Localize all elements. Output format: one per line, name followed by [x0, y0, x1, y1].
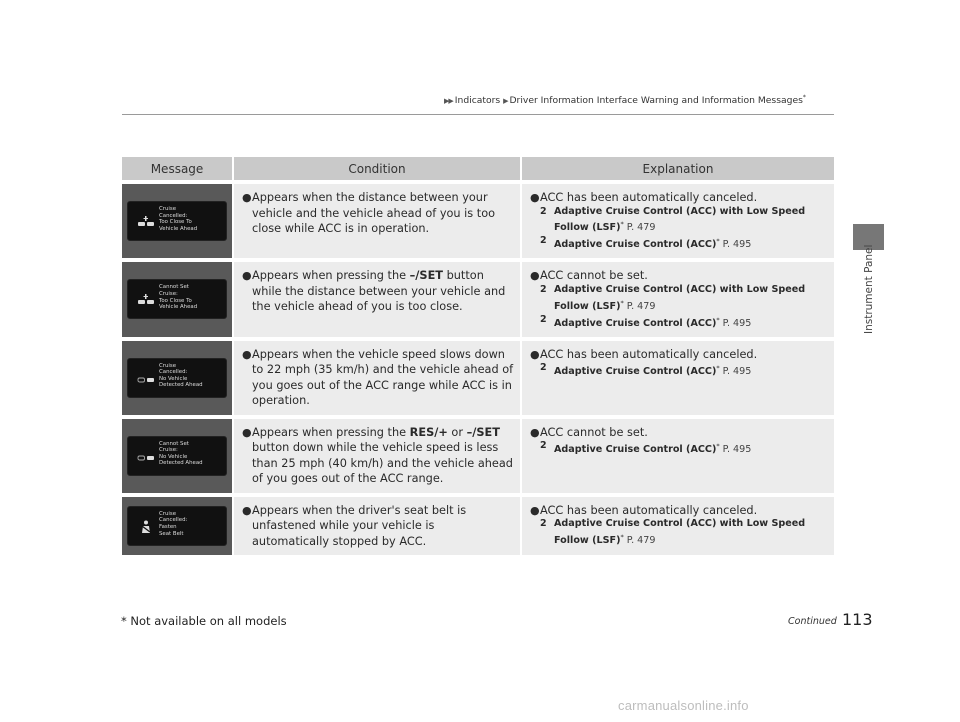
- reference-arrow-icon: 2: [540, 518, 547, 530]
- condition-cell: [232, 497, 522, 556]
- table-row: [122, 184, 834, 258]
- reference-asterisk: *: [620, 220, 624, 229]
- display-screen: [127, 358, 227, 398]
- table-row: [122, 262, 834, 336]
- bullet-icon: ●: [530, 503, 540, 517]
- bullet-icon: ●: [530, 347, 540, 361]
- condition-cell: [232, 341, 522, 415]
- condition-segment: –/SET: [409, 269, 443, 283]
- reference-title: Adaptive Cruise Control (ACC): [554, 366, 717, 378]
- condition-segment: or: [447, 425, 467, 439]
- bullet-icon: ●: [530, 269, 540, 283]
- cross-reference-link[interactable]: [540, 284, 828, 314]
- condition-segment: Appears when pressing the: [252, 425, 410, 439]
- reference-title: Adaptive Cruise Control (ACC) with Low Speed Follow (LSF): [554, 205, 806, 234]
- reference-asterisk: *: [716, 364, 720, 373]
- condition-cell: [232, 184, 522, 258]
- table-row: [122, 497, 834, 556]
- reference-title: Adaptive Cruise Control (ACC): [554, 239, 717, 251]
- reference-page: P. 479: [626, 535, 656, 547]
- screen-text: Cannot Set Cruise: Too Close To Vehicle Ahead: [159, 284, 198, 311]
- message-screen-cell: [122, 497, 232, 556]
- bullet-icon: ●: [530, 425, 540, 439]
- display-screen: [127, 506, 227, 546]
- cross-reference-link[interactable]: [540, 362, 828, 379]
- display-screen: [127, 279, 227, 319]
- screen-text: Cruise Cancelled: Fasten Seat Belt: [159, 510, 188, 537]
- display-screen: [127, 201, 227, 241]
- bullet-icon: ●: [242, 425, 252, 439]
- header-rule: [122, 114, 834, 115]
- condition-segment: –/SET: [466, 425, 500, 439]
- reference-asterisk: *: [620, 532, 624, 541]
- reference-page: P. 479: [626, 300, 656, 312]
- table-header-row: [122, 157, 834, 180]
- breadcrumb-asterisk: *: [802, 94, 806, 101]
- reference-page: P. 479: [626, 222, 656, 234]
- table-row: [122, 419, 834, 493]
- reference-asterisk: *: [716, 315, 720, 324]
- explanation-text: ACC has been automatically canceled.: [540, 191, 758, 204]
- condition-text: [252, 503, 514, 550]
- message-screen-cell: [122, 419, 232, 493]
- reference-page: P. 495: [722, 366, 752, 378]
- cross-reference-link[interactable]: [540, 440, 828, 457]
- reference-page: P. 495: [722, 444, 752, 456]
- condition-segment: Appears when the distance between your vehicle and the vehicle ahead of you is too close while ACC is in operation.: [252, 191, 496, 235]
- reference-page: P. 495: [722, 239, 752, 251]
- car-close-icon: [137, 214, 155, 228]
- section-label: Instrument Panel: [863, 244, 875, 334]
- reference-arrow-icon: 2: [540, 313, 547, 325]
- seat-belt-icon: [137, 519, 155, 533]
- explanation-text: ACC cannot be set.: [540, 269, 648, 283]
- condition-segment: button while the distance between your vehicle and the vehicle ahead of you is too close.: [252, 269, 506, 314]
- reference-arrow-icon: 2: [540, 205, 547, 217]
- condition-text: [252, 347, 514, 409]
- breadcrumb-part-2[interactable]: Driver Information Interface Warning and Information Messages: [509, 95, 803, 107]
- reference-asterisk: *: [620, 298, 624, 307]
- bullet-icon: ●: [242, 503, 252, 517]
- car-outline-icon: [137, 371, 155, 385]
- cross-reference-link[interactable]: [540, 235, 828, 252]
- explanation-cell: [522, 341, 834, 415]
- display-screen: [127, 436, 227, 476]
- explanation-cell: [522, 262, 834, 336]
- reference-arrow-icon: 2: [540, 283, 547, 295]
- explanation-cell: [522, 184, 834, 258]
- reference-title: Adaptive Cruise Control (ACC) with Low Speed Follow (LSF): [554, 283, 806, 312]
- reference-arrow-icon: 2: [540, 362, 547, 374]
- condition-cell: [232, 419, 522, 493]
- bullet-icon: ●: [242, 191, 252, 204]
- breadcrumb-arrow-icon: ▶: [503, 97, 508, 106]
- screen-text: Cruise Cancelled: Too Close To Vehicle Ahead: [159, 206, 198, 232]
- watermark: carmanualsonline.info: [618, 698, 749, 713]
- reference-asterisk: *: [716, 237, 720, 246]
- message-screen-cell: [122, 341, 232, 415]
- cross-reference-link[interactable]: [540, 518, 828, 548]
- cross-reference-link[interactable]: [540, 206, 828, 236]
- breadcrumb-part-1[interactable]: Indicators: [454, 95, 501, 107]
- explanation-cell: [522, 497, 834, 556]
- explanation-text: ACC has been automatically canceled.: [540, 503, 758, 517]
- explanation-cell: [522, 419, 834, 493]
- breadcrumb: [444, 94, 806, 106]
- reference-arrow-icon: 2: [540, 440, 547, 452]
- message-screen-cell: [122, 184, 232, 258]
- bullet-icon: ●: [242, 269, 252, 283]
- explanation-text: ACC has been automatically canceled.: [540, 347, 758, 361]
- condition-segment: Appears when pressing the: [252, 269, 410, 283]
- header-explanation: Explanation: [522, 157, 834, 180]
- message-screen-cell: [122, 262, 232, 336]
- reference-title: Adaptive Cruise Control (ACC): [554, 444, 717, 456]
- condition-segment: Appears when the driver's seat belt is unfastened while your vehicle is automatically stopped by ACC.: [252, 503, 467, 548]
- screen-text: Cruise Cancelled: No Vehicle Detected Ahead: [159, 362, 203, 389]
- condition-segment: RES/+: [409, 425, 448, 439]
- condition-segment: Appears when the vehicle speed slows down to 22 mph (35 km/h) and the vehicle ahead of you goes out of the ACC range while ACC is in operation.: [252, 347, 514, 408]
- condition-text: [252, 190, 514, 237]
- screen-text: Cannot Set Cruise: No Vehicle Detected Ahead: [159, 440, 203, 467]
- cross-reference-link[interactable]: [540, 314, 828, 331]
- car-outline-icon: [137, 449, 155, 463]
- breadcrumb-arrow-icon: ▶▶: [444, 97, 453, 106]
- condition-text: [252, 268, 514, 315]
- header-message: Message: [122, 157, 232, 180]
- reference-title: Adaptive Cruise Control (ACC): [554, 317, 717, 329]
- reference-arrow-icon: 2: [540, 235, 547, 247]
- condition-text: [252, 425, 514, 487]
- reference-asterisk: *: [716, 442, 720, 451]
- messages-table: [122, 153, 834, 559]
- header-condition: Condition: [232, 157, 522, 180]
- car-close-icon: [137, 292, 155, 306]
- condition-segment: button down while the vehicle speed is less than 25 mph (40 km/h) and the vehicle ahead of you goes out of the ACC range.: [252, 441, 513, 486]
- reference-page: P. 495: [722, 317, 752, 329]
- table-row: [122, 341, 834, 415]
- bullet-icon: ●: [530, 191, 540, 204]
- bullet-icon: ●: [242, 347, 252, 361]
- reference-title: Adaptive Cruise Control (ACC) with Low Speed Follow (LSF): [554, 518, 806, 547]
- footnote: * Not available on all models: [121, 614, 287, 628]
- page-number: 113: [842, 610, 873, 629]
- explanation-text: ACC cannot be set.: [540, 425, 648, 439]
- continued-label: Continued: [788, 616, 837, 627]
- condition-cell: [232, 262, 522, 336]
